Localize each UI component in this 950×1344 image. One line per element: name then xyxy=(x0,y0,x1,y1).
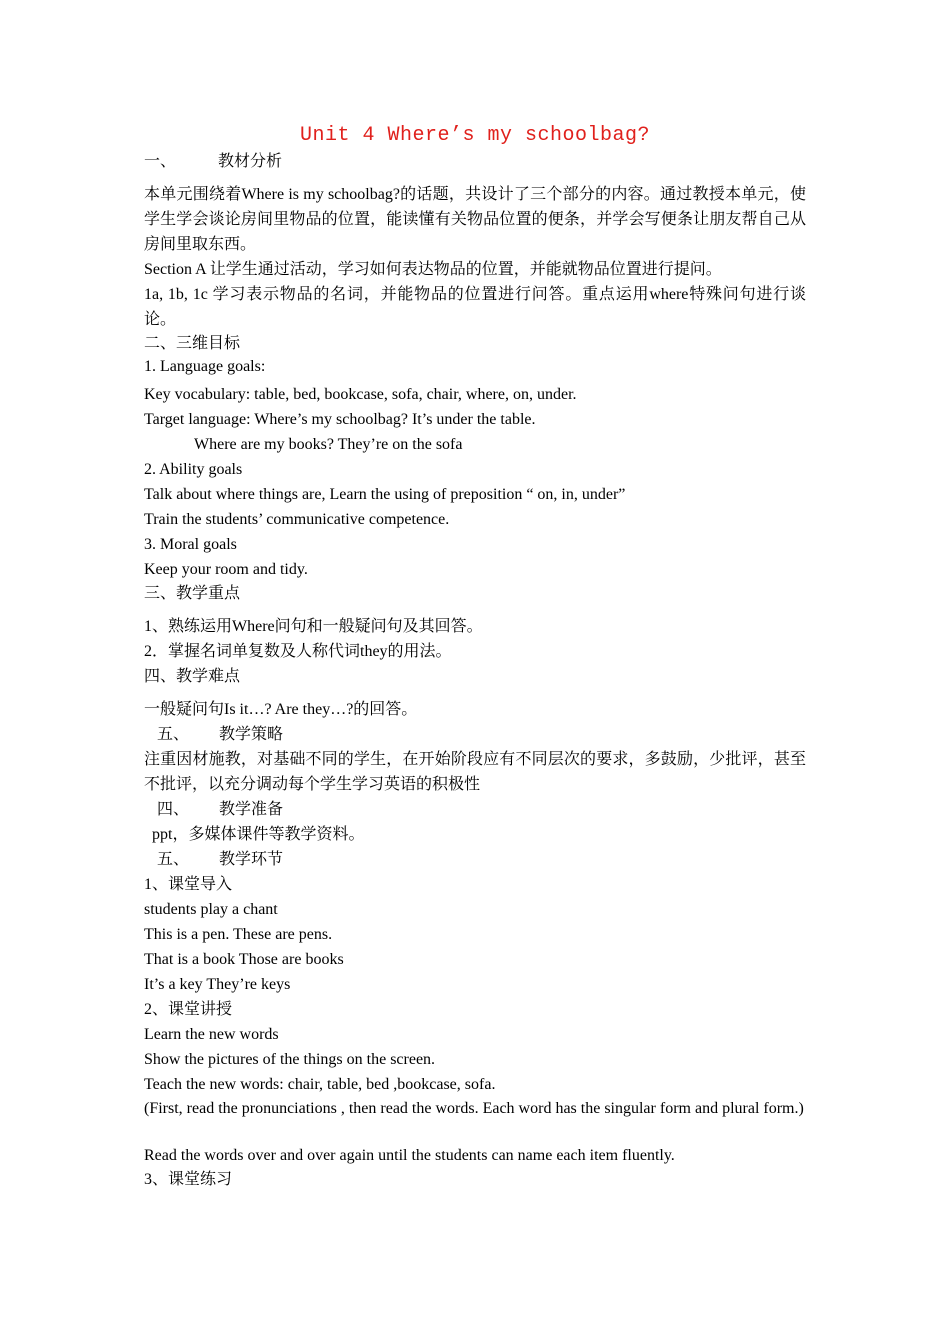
step-2-heading: 2、课堂讲授 xyxy=(144,1001,233,1018)
key-point-2: 2．掌握名词单复数及人称代词they的用法。 xyxy=(144,643,452,660)
section-heading-strategy xyxy=(157,722,819,747)
section-heading-difficulties: 四、教学难点 xyxy=(144,668,241,685)
goal-language-heading: 1. Language goals: xyxy=(144,358,266,375)
paragraph-pronunciation: (First, read the pronunciations , then read the words. Each word has the singular form and plural form.) xyxy=(144,1100,804,1117)
document-title: Unit 4 Where’s my schoolbag? xyxy=(299,124,651,147)
section-number: 一、 xyxy=(144,153,177,170)
section-number: 四、 xyxy=(157,801,190,818)
step-3-heading: 3、课堂练习 xyxy=(144,1171,233,1188)
section-heading-preparation xyxy=(157,797,819,822)
section-title: 教学环节 xyxy=(219,851,284,868)
chant-intro: students play a chant xyxy=(144,901,278,918)
paragraph-unit-overview: 本单元围绕着Where is my schoolbag?的话题，共设计了三个部分的内容。通过教授本单元，使学生学会谈论房间里物品的位置，能读懂有关物品位置的便条，并学会写便条让朋友帮自己从房间里取东西。 xyxy=(144,186,806,253)
chant-line-2: That is a book Those are books xyxy=(144,951,344,968)
learn-new-words: Learn the new words xyxy=(144,1026,279,1043)
ability-talk: Talk about where things are, Learn the using of preposition “ on, in, under” xyxy=(144,486,626,503)
section-heading-goals: 二、三维目标 xyxy=(144,335,241,352)
ability-train: Train the students’ communicative competence. xyxy=(144,511,450,528)
section-number: 五、 xyxy=(157,851,190,868)
moral-keep: Keep your room and tidy. xyxy=(144,561,308,578)
show-pictures: Show the pictures of the things on the screen. xyxy=(144,1051,436,1068)
key-vocabulary: Key vocabulary: table, bed, bookcase, sofa, chair, where, on, under. xyxy=(144,386,577,403)
target-language-1: Target language: Where’s my schoolbag? It’s under the table. xyxy=(144,411,536,428)
section-heading-textbook-analysis xyxy=(144,149,806,174)
teach-new-words: Teach the new words: chair, table, bed ,bookcase, sofa. xyxy=(144,1076,496,1093)
section-title: 教材分析 xyxy=(218,153,283,170)
target-language-2: Where are my books? They’re on the sofa xyxy=(194,436,463,453)
chant-line-1: This is a pen. These are pens. xyxy=(144,926,333,943)
read-words: Read the words over and over again until the students can name each item fluently. xyxy=(144,1147,675,1164)
paragraph-section-a: Section A 让学生通过活动，学习如何表达物品的位置，并能就物品位置进行提问。 xyxy=(144,261,722,278)
section-number: 五、 xyxy=(157,726,190,743)
paragraph-1a-1b-1c: 1a, 1b, 1c 学习表示物品的名词，并能物品的位置进行问答。重点运用where特殊问句进行谈论。 xyxy=(144,286,806,328)
difficulty-1: 一般疑问句Is it…? Are they…?的回答。 xyxy=(144,701,418,718)
step-1-heading: 1、课堂导入 xyxy=(144,876,233,893)
goal-ability-heading: 2. Ability goals xyxy=(144,461,243,478)
paragraph-strategy: 注重因材施教，对基础不同的学生，在开始阶段应有不同层次的要求，多鼓励，少批评，甚至不批评，以充分调动每个学生学习英语的积极性 xyxy=(144,751,806,793)
preparation-text: ppt，多媒体课件等教学资料。 xyxy=(152,826,365,843)
chant-line-3: It’s a key They’re keys xyxy=(144,976,291,993)
goal-moral-heading: 3. Moral goals xyxy=(144,536,237,553)
key-point-1: 1、熟练运用Where问句和一般疑问句及其回答。 xyxy=(144,618,483,635)
section-heading-procedure xyxy=(157,847,819,872)
section-title: 教学准备 xyxy=(219,801,284,818)
section-heading-key-points: 三、教学重点 xyxy=(144,585,241,602)
section-title: 教学策略 xyxy=(219,726,284,743)
